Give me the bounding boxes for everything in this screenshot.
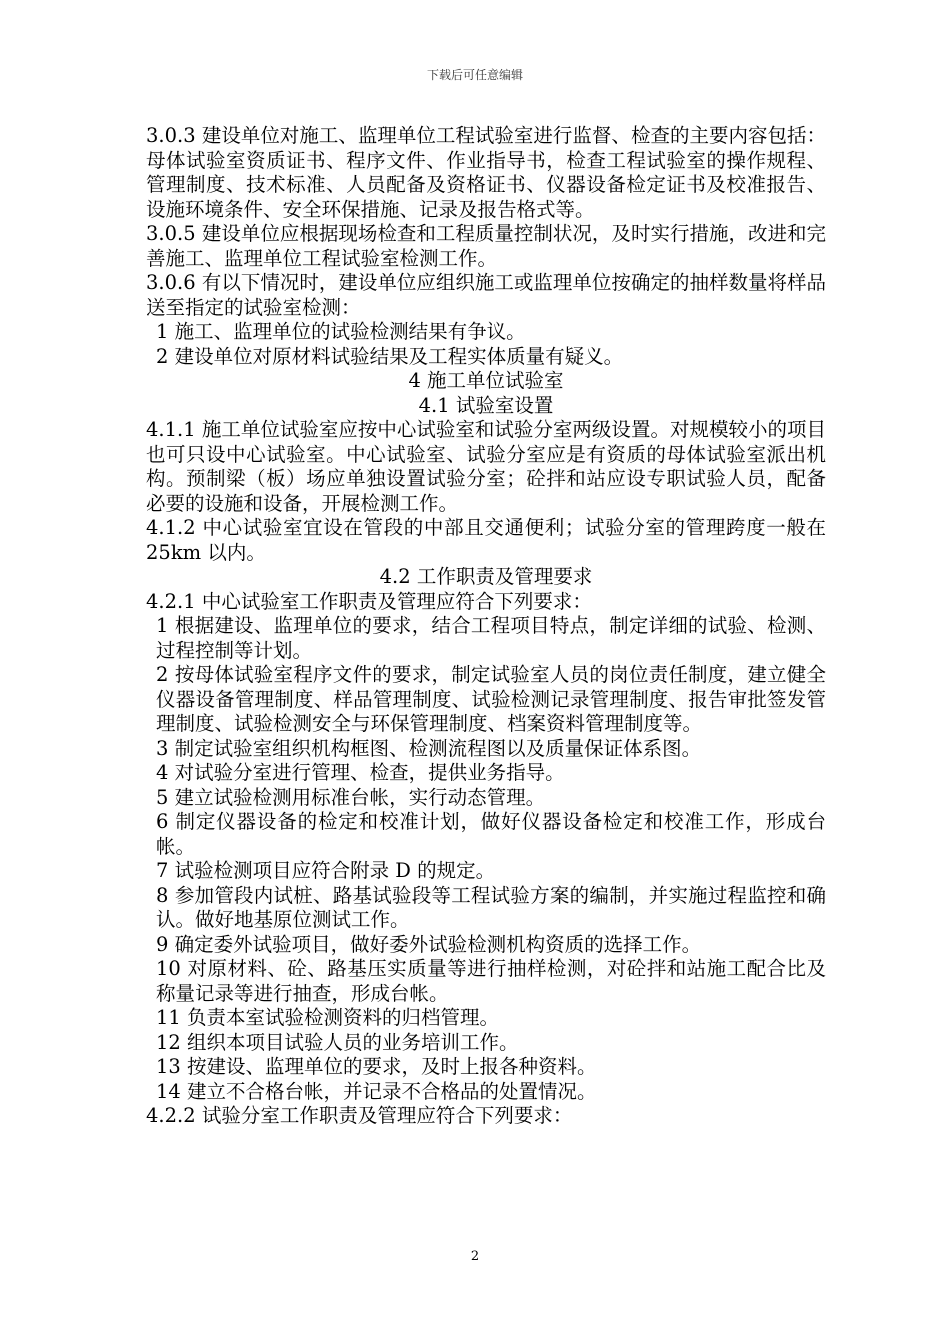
list-item: 2 按母体试验室程序文件的要求，制定试验室人员的岗位责任制度，建立健全仪器设备管理制度、样品管理制度、试验检测记录管理制度、报告审批签发管理制度、试验检测安全与环保管理制度、档案资料管理制度等。: [156, 663, 826, 735]
list-item: 13 按建设、监理单位的要求，及时上报各种资料。: [156, 1055, 597, 1078]
paragraph: 3.0.3 建设单位对施工、监理单位工程试验室进行监督、检查的主要内容包括：母体试验室资质证书、程序文件、作业指导书，检查工程试验室的操作规程、管理制度、技术标准、人员配备及资格证书、仪器设备检定证书及校准报告、设施环境条件、安全环保措施、记录及报告格式等。: [146, 124, 826, 221]
page-number: 2: [470, 1249, 480, 1264]
list-item: 14 建立不合格台帐，并记录不合格品的处置情况。: [156, 1079, 597, 1103]
list-item: 5 建立试验检测用标准台帐，实行动态管理。: [156, 785, 546, 809]
paragraph: 4.1.2 中心试验室宜设在管段的中部且交通便利；试验分室的管理跨度一般在 25km 以内。: [146, 516, 826, 564]
paragraph: 3.0.6 有以下情况时，建设单位应组织施工或监理单位按确定的抽样数量将样品送至指定的试验室检测：: [146, 271, 826, 319]
list-item: 6 制定仪器设备的检定和校准计划，做好仪器设备检定和校准工作，形成台帐。: [156, 810, 826, 858]
page-header: 下载后可任意编辑: [426, 68, 523, 82]
list-item: 2 建设单位对原材料试验结果及工程实体质量有疑义。: [156, 344, 624, 368]
paragraph: 4.2.1 中心试验室工作职责及管理应符合下列要求：: [146, 589, 592, 613]
list-item: 1 施工、监理单位的试验检测结果有争议。: [156, 320, 526, 343]
list-item: 1 根据建设、监理单位的要求，结合工程项目特点，制定详细的试验、检测、过程控制等计划。: [156, 614, 826, 662]
paragraph: 4.2.2 试验分室工作职责及管理应符合下列要求：: [146, 1104, 573, 1127]
list-item: 3 制定试验室组织机构框图、检测流程图以及质量保证体系图。: [156, 736, 702, 760]
section-heading: 4.1 试验室设置: [418, 393, 554, 417]
list-item: 11 负责本室试验检测资料的归档管理。: [156, 1006, 500, 1029]
section-heading: 4.2 工作职责及管理要求: [379, 565, 593, 588]
document-body: [146, 124, 826, 1129]
section-heading: 4 施工单位试验室: [408, 369, 564, 392]
list-item: 7 试验检测项目应符合附录 D 的规定。: [156, 859, 496, 882]
list-item: 4 对试验分室进行管理、检查，提供业务指导。: [156, 761, 565, 784]
list-item: 10 对原材料、砼、路基压实质量等进行抽样检测，对砼拌和站施工配合比及称量记录等进行抽查，形成台帐。: [156, 957, 826, 1005]
paragraph: 3.0.5 建设单位应根据现场检查和工程质量控制状况，及时实行措施，改进和完善施工、监理单位工程试验室检测工作。: [146, 222, 826, 270]
list-item: 8 参加管段内试桩、路基试验段等工程试验方案的编制，并实施过程监控和确认。做好地基原位测试工作。: [156, 883, 826, 931]
list-item: 12 组织本项目试验人员的业务培训工作。: [156, 1030, 519, 1054]
list-item: 9 确定委外试验项目，做好委外试验检测机构资质的选择工作。: [156, 932, 702, 956]
paragraph: 4.1.1 施工单位试验室应按中心试验室和试验分室两级设置。对规模较小的项目也可只设中心试验室。中心试验室、试验分室应是有资质的母体试验室派出机构。预制梁（板）场应单独设置试验分室；砼拌和站应设专职试验人员，配备必要的设施和设备，开展检测工作。: [146, 418, 826, 515]
